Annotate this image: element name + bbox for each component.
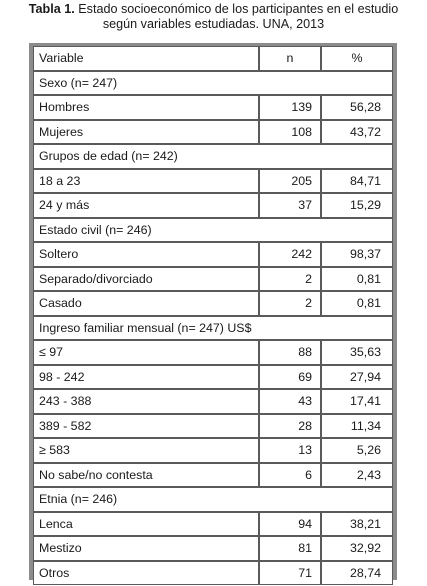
table-row [33, 120, 393, 145]
row-percent: 15,29 [321, 193, 393, 218]
row-label: Mujeres [33, 120, 259, 145]
row-label: Soltero [33, 242, 259, 267]
table-row [33, 95, 393, 120]
section-row [33, 144, 393, 169]
row-percent: 5,26 [321, 438, 393, 463]
row-percent: 2,43 [321, 463, 393, 488]
row-n: 37 [259, 193, 321, 218]
table-row [33, 561, 393, 586]
row-n: 43 [259, 389, 321, 414]
row-percent: 17,41 [321, 389, 393, 414]
row-n: 13 [259, 438, 321, 463]
row-percent: 0,81 [321, 291, 393, 316]
row-label: 243 - 388 [33, 389, 259, 414]
table-body [33, 46, 393, 585]
row-label: Lenca [33, 512, 259, 537]
row-n: 205 [259, 169, 321, 194]
row-percent: 28,74 [321, 561, 393, 586]
header-row [33, 46, 393, 71]
row-label: 24 y más [33, 193, 259, 218]
table-row [33, 169, 393, 194]
header-n: n [259, 46, 321, 71]
section-row [33, 71, 393, 96]
table-row [33, 438, 393, 463]
table-row [33, 193, 393, 218]
row-percent: 0,81 [321, 267, 393, 292]
section-label: Grupos de edad (n= 242) [33, 144, 393, 169]
row-percent: 43,72 [321, 120, 393, 145]
row-n: 2 [259, 267, 321, 292]
table-row [33, 267, 393, 292]
row-label: Otros [33, 561, 259, 586]
row-label: 98 - 242 [33, 365, 259, 390]
row-n: 94 [259, 512, 321, 537]
row-percent: 27,94 [321, 365, 393, 390]
row-n: 71 [259, 561, 321, 586]
table-row [33, 512, 393, 537]
row-percent: 38,21 [321, 512, 393, 537]
table-row [33, 536, 393, 561]
section-label: Estado civil (n= 246) [33, 218, 393, 243]
row-n: 242 [259, 242, 321, 267]
table-row [33, 340, 393, 365]
row-n: 139 [259, 95, 321, 120]
header-percent: % [321, 46, 393, 71]
section-row [33, 316, 393, 341]
row-label: Hombres [33, 95, 259, 120]
row-percent: 35,63 [321, 340, 393, 365]
row-label: Mestizo [33, 536, 259, 561]
row-label: Casado [33, 291, 259, 316]
row-label: ≥ 583 [33, 438, 259, 463]
row-n: 69 [259, 365, 321, 390]
row-n: 28 [259, 414, 321, 439]
caption-line-2: según variables estudiadas. UNA, 2013 [102, 17, 325, 31]
table-row [33, 365, 393, 390]
row-n: 81 [259, 536, 321, 561]
row-label: 18 a 23 [33, 169, 259, 194]
row-percent: 32,92 [321, 536, 393, 561]
section-label: Ingreso familiar mensual (n= 247) US$ [33, 316, 393, 341]
row-percent: 98,37 [321, 242, 393, 267]
row-label: 389 - 582 [33, 414, 259, 439]
table-row [33, 414, 393, 439]
row-label: Separado/divorciado [33, 267, 259, 292]
section-row [33, 218, 393, 243]
row-n: 6 [259, 463, 321, 488]
row-label: ≤ 97 [33, 340, 259, 365]
table-row [33, 389, 393, 414]
row-percent: 84,71 [321, 169, 393, 194]
section-label: Etnia (n= 246) [33, 487, 393, 512]
caption-label: Tabla 1. [28, 2, 75, 16]
table-row [33, 463, 393, 488]
section-label: Sexo (n= 247) [33, 71, 393, 96]
header-variable: Variable [33, 46, 259, 71]
caption-line-1 [0, 2, 427, 17]
row-n: 88 [259, 340, 321, 365]
row-n: 2 [259, 291, 321, 316]
socioeconomic-table [33, 46, 393, 585]
caption-text: Estado socioeconómico de los participantes en el estudio [78, 2, 399, 16]
row-percent: 56,28 [321, 95, 393, 120]
section-row [33, 487, 393, 512]
table-row [33, 291, 393, 316]
table-row [33, 242, 393, 267]
row-n: 108 [259, 120, 321, 145]
table-caption [0, 2, 427, 32]
row-percent: 11,34 [321, 414, 393, 439]
row-label: No sabe/no contesta [33, 463, 259, 488]
